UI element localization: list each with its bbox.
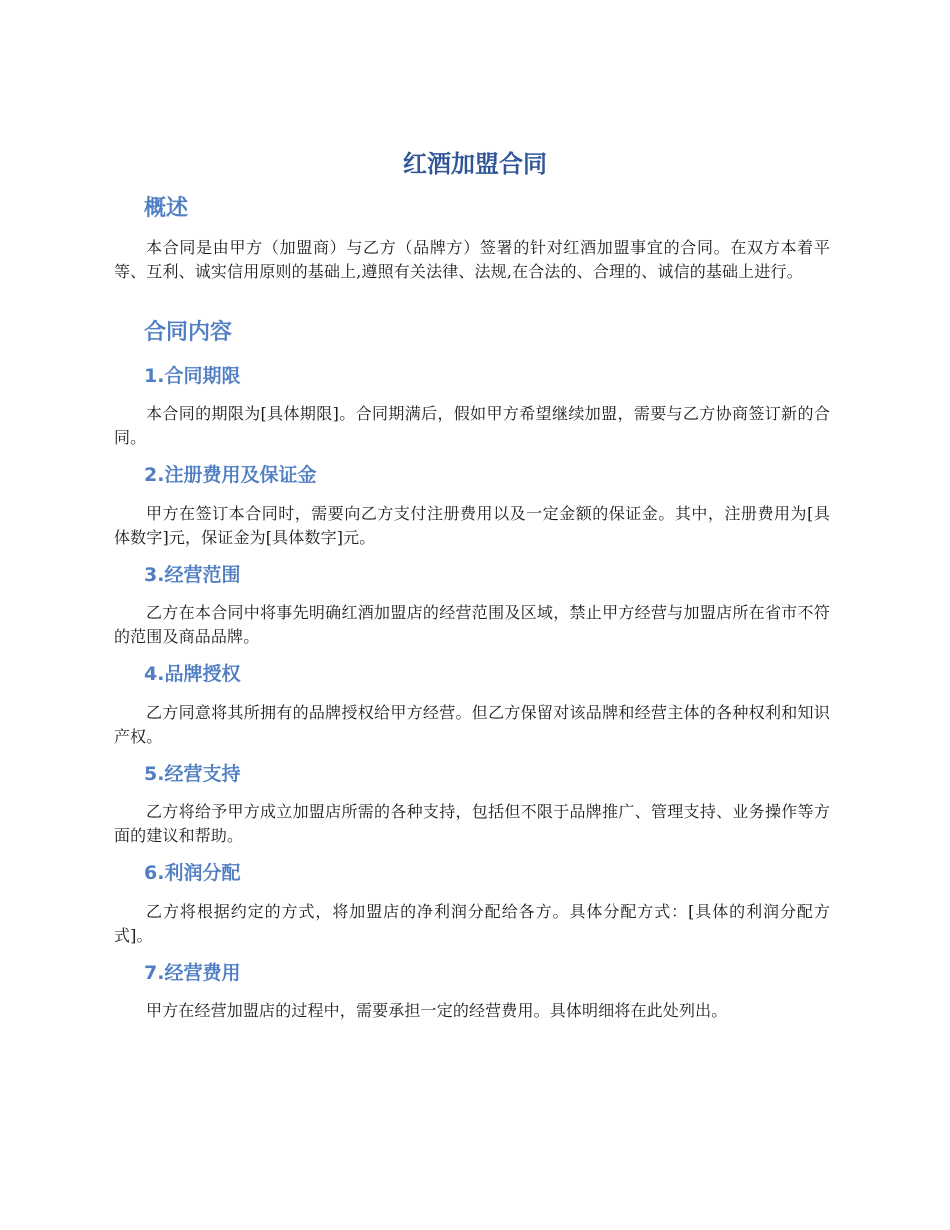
section-4-paragraph: 乙方同意将其所拥有的品牌授权给甲方经营。但乙方保留对该品牌和经营主体的各种权利和知识产权。 <box>114 703 830 746</box>
section-2-paragraph: 甲方在签订本合同时，需要向乙方支付注册费用以及一定金额的保证金。其中，注册费用为[具体数字]元，保证金为[具体数字]元。 <box>114 504 830 547</box>
section-7-heading: 7.经营费用 <box>144 962 241 984</box>
overview-heading: 概述 <box>144 196 189 221</box>
section-3-heading: 3.经营范围 <box>144 564 241 586</box>
section-2-heading: 2.注册费用及保证金 <box>144 464 317 486</box>
document-title: 红酒加盟合同 <box>403 150 547 178</box>
section-1-heading: 1.合同期限 <box>144 365 241 387</box>
section-3-paragraph: 乙方在本合同中将事先明确红酒加盟店的经营范围及区域，禁止甲方经营与加盟店所在省市不符的范围及商品品牌。 <box>114 603 830 646</box>
section-7-paragraph: 甲方在经营加盟店的过程中，需要承担一定的经营费用。具体明细将在此处列出。 <box>146 1001 728 1020</box>
section-6-paragraph: 乙方将根据约定的方式，将加盟店的净利润分配给各方。具体分配方式：[具体的利润分配方式]。 <box>114 902 830 945</box>
section-1-paragraph: 本合同的期限为[具体期限]。合同期满后，假如甲方希望继续加盟，需要与乙方协商签订新的合同。 <box>114 404 830 447</box>
contents-heading: 合同内容 <box>144 320 233 345</box>
section-6-heading: 6.利润分配 <box>144 862 241 884</box>
section-4-heading: 4.品牌授权 <box>144 663 241 685</box>
overview-paragraph: 本合同是由甲方（加盟商）与乙方（品牌方）签署的针对红酒加盟事宜的合同。在双方本着平等、互利、诚实信用原则的基础上,遵照有关法律、法规,在合法的、合理的、诚信的基础上进行。 <box>114 238 830 281</box>
section-5-paragraph: 乙方将给予甲方成立加盟店所需的各种支持，包括但不限于品牌推广、管理支持、业务操作等方面的建议和帮助。 <box>114 802 830 845</box>
section-5-heading: 5.经营支持 <box>144 763 241 785</box>
